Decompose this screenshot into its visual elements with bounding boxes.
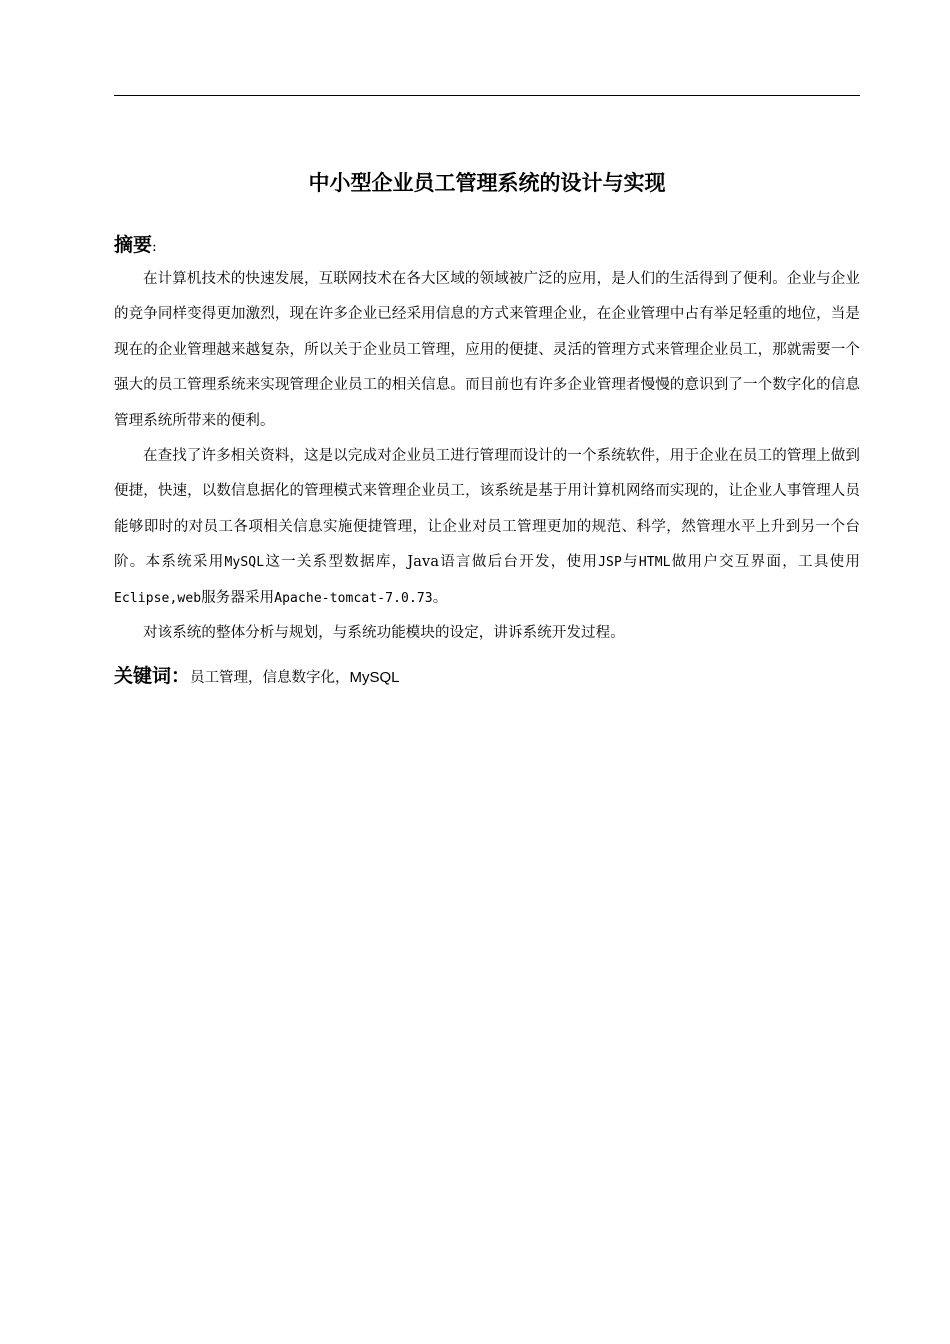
paragraph-text: 做用户交互界面，工具使用: [670, 554, 861, 571]
keywords-line: [114, 661, 400, 693]
paragraph-text: 语言做后台开发，使用: [439, 554, 599, 571]
term-java: Java: [407, 554, 440, 571]
term-tomcat: Apache-tomcat-7.0.73: [274, 590, 433, 606]
keywords-values: [190, 670, 400, 686]
term-html: HTML: [638, 555, 671, 571]
abstract-paragraph-1: 在计算机技术的快速发展，互联网技术在各大区域的领域被广泛的应用，是人们的生活得到了便利。企业与企业的竞争同样变得更加激烈，现在许多企业已经采用信息的方式来管理企业，在企业管理中占有举足轻重的地位，当是现在的企业管理越来越复杂，所以关于企业员工管理，应用的便捷、灵活的管理方式来管理企业员工，那就需要一个强大的员工管理系统来实现管理企业员工的相关信息。而目前也有许多企业管理者慢慢的意识到了一个数字化的信息管理系统所带来的便利。: [114, 271, 860, 429]
paragraph-text: 与: [621, 554, 639, 571]
abstract-heading: [114, 231, 157, 261]
abstract-paragraph-3: 对该系统的整体分析与规划，与系统功能模块的设定，讲诉系统开发过程。: [143, 625, 625, 642]
keywords-values-en: MySQL: [349, 669, 400, 686]
paragraph-text: 在查找了许多相关资料，这是以完成对企业员工进行管理而设计的一个系统软件，用于企业在员工的管理上做到便捷，快速，以数信息据化的管理模式来管理企业员工，该系统是基于用计算机网络而实现的，让企业人事管理人员能够即时的对员工各项相关信息实施便捷管理，让企业对员工管理更加的规范、科学，然管理水平上升到另一个台阶。本系统采用: [114, 448, 860, 571]
paragraph-text: 。: [432, 589, 448, 606]
abstract-heading-label: 摘要: [114, 234, 153, 256]
abstract-heading-colon: :: [152, 239, 157, 255]
abstract-body: [114, 262, 860, 651]
paper-title: 中小型企业员工管理系统的设计与实现: [308, 171, 666, 195]
paragraph-text: 这一关系型数据库，: [264, 554, 408, 571]
header-rule: [114, 95, 860, 96]
paragraph-text: 服务器采用: [201, 589, 275, 606]
abstract-paragraph-2: [114, 439, 860, 616]
term-jsp: JSP: [598, 555, 622, 571]
term-mysql: MySQL: [224, 555, 265, 571]
keywords-values-cn: 员工管理，信息数字化，: [190, 670, 350, 686]
keywords-label: 关键词：: [114, 665, 191, 687]
term-eclipse-web: Eclipse,web: [114, 590, 202, 606]
